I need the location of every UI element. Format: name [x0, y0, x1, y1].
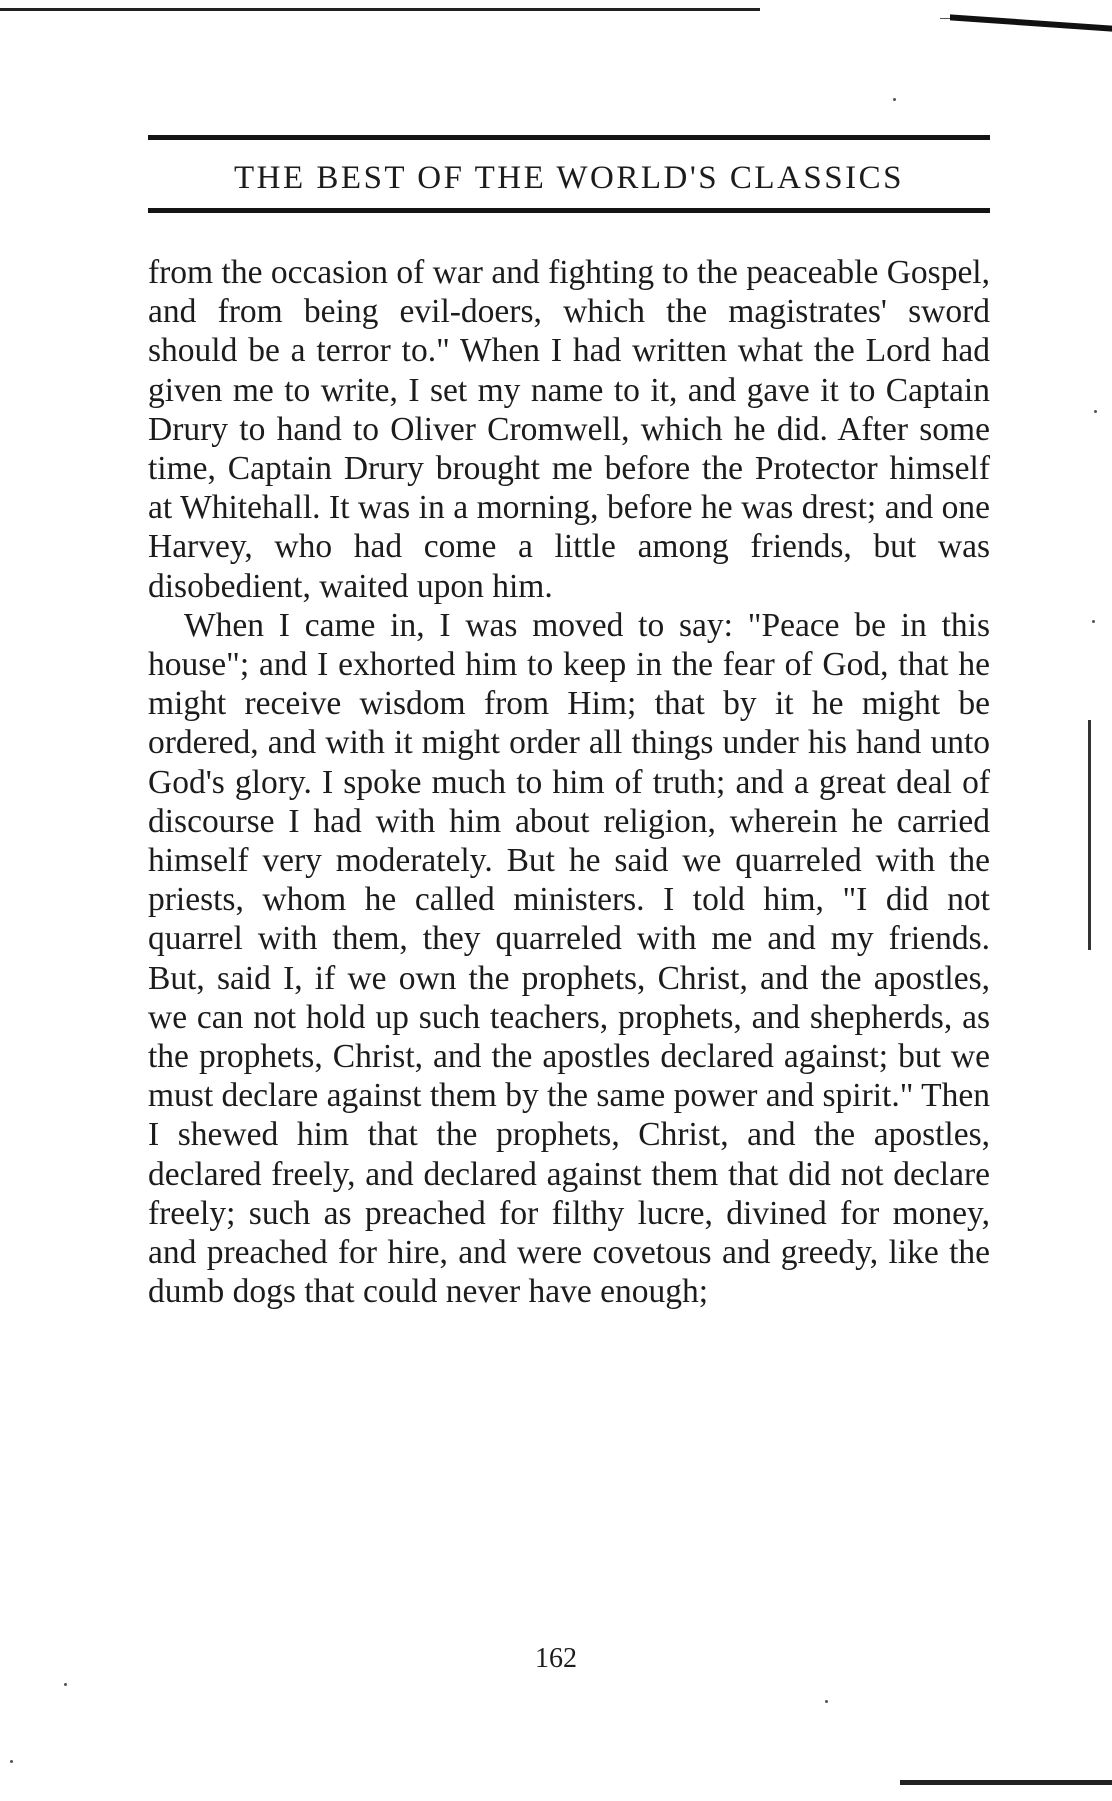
scan-margin-mark — [1088, 720, 1091, 950]
page-body — [148, 253, 990, 1311]
header-rule-bottom — [148, 208, 990, 213]
body-paragraph: When I came in, I was moved to say: "Peace be in this house"; and I exhorted him to keep in the fear of God, that he might receive wisdom from Him; that by it he might be ordered, and with it might order all things under his hand unto God's glory. I spoke much to him of truth; and a great deal of discourse I had with him about religion, wherein he carried himself very moderately. But he said we quarreled with the priests, whom he called ministers. I told him, "I did not quarrel with them, they quarreled with me and my friends. But, said I, if we own the prophets, Christ, and the apostles, we can not hold up such teachers, prophets, and shepherds, as the prophets, Christ, and the apostles declared against; but we must declare against them by the same power and spirit." Then I shewed him that the prophets, Christ, and the apostles, declared freely, and declared against them that did not declare freely; such as preached for filthy lucre, divined for money, and preached for hire, and were covetous and greedy, like the dumb dogs that could never have enough; — [148, 606, 990, 1311]
scan-speck — [893, 98, 896, 101]
body-paragraph: from the occasion of war and fighting to the peaceable Gospel, and from being evil-doers, which the magistrates' sword should be a terror to." When I had written what the Lord had given me to write, I set my name to it, and gave it to Captain Drury to hand to Oliver Cromwell, which he did. After some time, Captain Drury brought me before the Protector himself at Whitehall. It was in a morning, before he was drest; and one Harvey, who had come a little among friends, but was disobedient, waited upon him. — [148, 254, 990, 605]
scan-edge-line-top — [0, 8, 760, 11]
scan-speck — [64, 1683, 67, 1686]
scan-speck — [1094, 410, 1097, 413]
header-rule-top — [148, 135, 990, 140]
scan-speck — [10, 1760, 13, 1763]
running-title: THE BEST OF THE WORLD'S CLASSICS — [234, 160, 904, 196]
running-header — [148, 135, 990, 213]
page-number: 162 — [535, 1643, 577, 1674]
scan-speck — [1092, 620, 1095, 623]
scan-edge-mark-top-right — [950, 14, 1112, 31]
scan-speck — [825, 1700, 828, 1703]
scan-edge-mark-bottom-right — [900, 1780, 1112, 1785]
